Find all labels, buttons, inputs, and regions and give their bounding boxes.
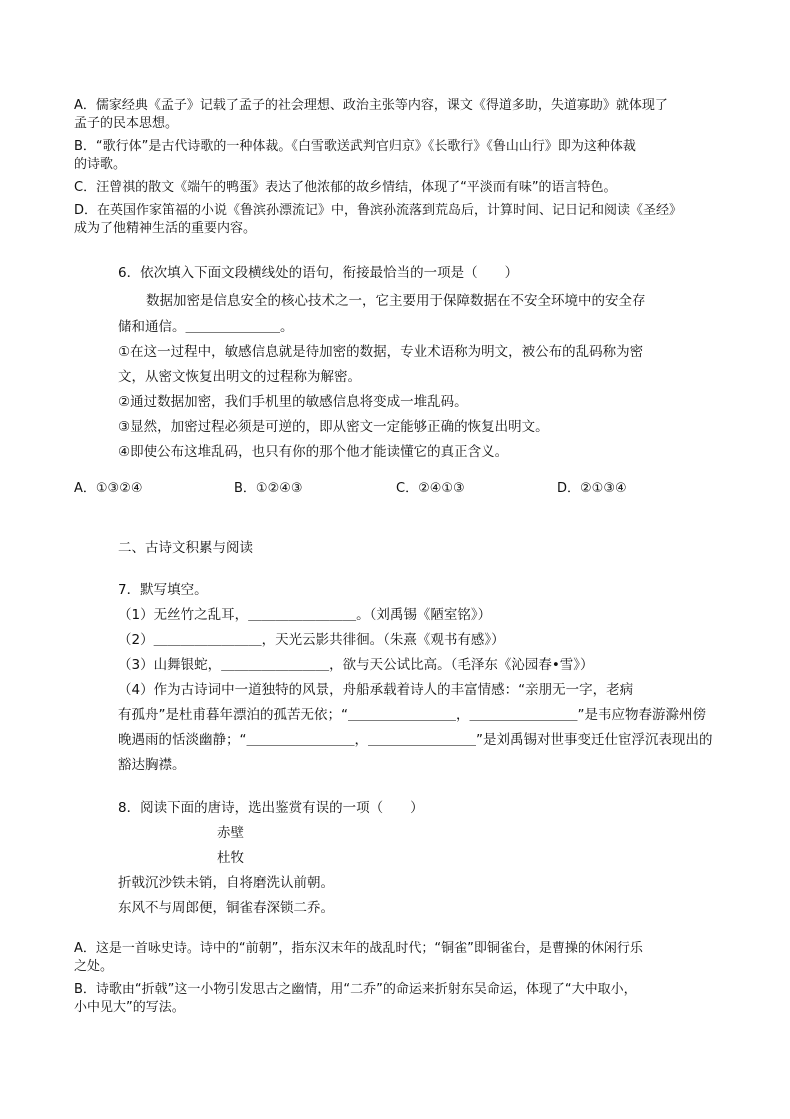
q8-option-b-line1: B．诗歌由“折戟”这一小物引发思古之幽情，用“二乔”的命运来折射东吴命运，体现了“大中取小，: [74, 982, 637, 997]
q6-stem: 6．依次填入下面文段横线处的语句，衔接最恰当的一项是（ ）: [118, 265, 519, 281]
q7-item4-line4: 豁达胸襟。: [118, 757, 186, 773]
q6-choice-c: C．②④①③: [396, 481, 465, 496]
q5-option-d-line1: D．在英国作家笛福的小说《鲁滨孙漂流记》中，鲁滨孙流落到荒岛后，计算时间、记日记和阅读《圣经》: [74, 203, 683, 218]
q6-sentence3: ③显然，加密过程必须是可逆的，即从密文一定能够正确的恢复出明文。: [118, 419, 549, 435]
q6-choice-d: D．②①③④: [557, 481, 627, 496]
q8-option-a-line1: A．这是一首咏史诗。诗中的“前朝”，指东汉末年的战乱时代；“铜雀”即铜雀台，是曹操的休闲行乐: [74, 941, 643, 956]
q6-sentence4: ④即使公布这堆乱码，也只有你的那个他才能读懂它的真正含义。: [118, 444, 509, 460]
q5-option-a-line2: 孟子的民本思想。: [74, 116, 179, 131]
q5-option-b-line2: 的诗歌。: [74, 157, 127, 172]
q6-passage-line2: 储和通信。＿＿＿＿＿＿＿。: [118, 319, 294, 335]
q7-item2: （2）＿＿＿＿＿＿＿＿，天光云影共徘徊。（朱熹《观书有感》）: [118, 632, 505, 648]
q7-item4-line1: （4）作为古诗词中一道独特的风景，舟船承载着诗人的丰富情感：“亲朋无一字，老病: [118, 682, 634, 698]
q7-item1: （1）无丝竹之乱耳，＿＿＿＿＿＿＿＿。（刘禹锡《陋室铭》）: [118, 607, 492, 623]
q8-stem: 8．阅读下面的唐诗，选出鉴赏有误的一项（ ）: [118, 800, 424, 816]
poem-line1: 折戟沉沙铁未销，自将磨洗认前朝。: [118, 875, 334, 891]
q8-option-a-line2: 之处。: [74, 959, 114, 974]
q6-sentence1-line2: 文，从密文恢复出明文的过程称为解密。: [118, 369, 361, 385]
q6-choice-b: B．①②④③: [234, 481, 303, 496]
q7-item4-line2: 有孤舟”是杜甫暮年漂泊的孤苦无依；“＿＿＿＿＿＿＿＿，＿＿＿＿＿＿＿＿”是韦应物春游滁州傍: [118, 707, 706, 723]
q5-option-c: C．汪曾祺的散文《端午的鸭蛋》表达了他浓郁的故乡情结，体现了“平淡而有味”的语言特色。: [74, 180, 617, 195]
q5-option-d-line2: 成为了他精神生活的重要内容。: [74, 221, 257, 236]
section-title: 二、古诗文积累与阅读: [118, 540, 253, 556]
poem-title: 赤壁: [217, 825, 244, 841]
q7-stem: 7．默写填空。: [118, 582, 208, 598]
q6-passage-line1: 数据加密是信息安全的核心技术之一，它主要用于保障数据在不安全环境中的安全存: [146, 293, 646, 309]
q7-item4-line3: 晚遇雨的恬淡幽静；“＿＿＿＿＿＿＿＿，＿＿＿＿＿＿＿＿”是刘禹锡对世事变迁仕宦浮沉表现出的: [118, 732, 713, 748]
q6-sentence1-line1: ①在这一过程中，敏感信息就是待加密的数据，专业术语称为明文，被公布的乱码称为密: [118, 344, 644, 360]
q6-sentence2: ②通过数据加密，我们手机里的敏感信息将变成一堆乱码。: [118, 394, 468, 410]
q6-choice-a: A．①③②④: [74, 481, 143, 496]
poem-author: 杜牧: [217, 850, 244, 866]
q8-option-b-line2: 小中见大”的写法。: [74, 1000, 185, 1015]
poem-line2: 东风不与周郎便，铜雀春深锁二乔。: [118, 900, 334, 916]
q5-option-b-line1: B．“歌行体”是古代诗歌的一种体裁。《白雪歌送武判官归京》《长歌行》《鲁山山行》即为这种体裁: [74, 139, 636, 154]
q5-option-a-line1: A．儒家经典《孟子》记载了孟子的社会理想、政治主张等内容，课文《得道多助，失道寡助》就体现了: [74, 98, 668, 113]
q7-item3: （3）山舞银蛇，＿＿＿＿＿＿＿＿，欲与天公试比高。（毛泽东《沁园春•雪》）: [118, 657, 594, 673]
